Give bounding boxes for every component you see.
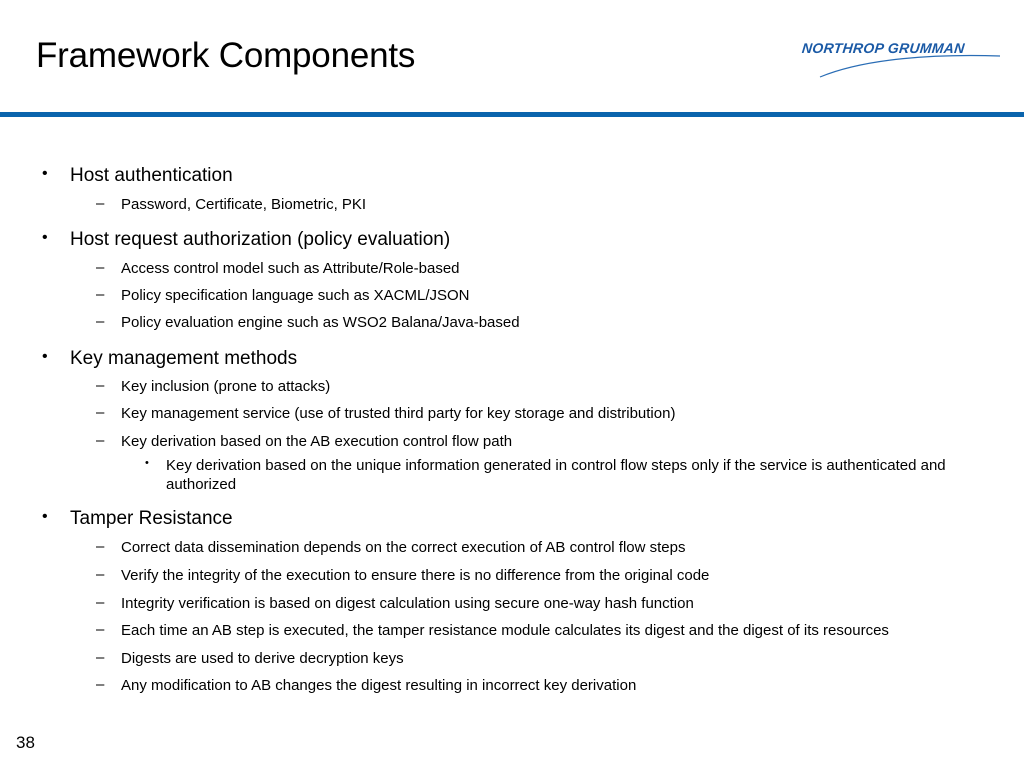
sub-bullet-item: Access control model such as Attribute/Role-based <box>121 260 460 277</box>
bullet-item: Tamper Resistance <box>70 508 233 529</box>
bullet-icon: • <box>42 508 48 525</box>
dash-icon: – <box>96 377 105 394</box>
bullet-item: Host request authorization (policy evaluation) <box>70 229 451 250</box>
bullet-icon: • <box>42 165 48 182</box>
bullet-item: Key management methods <box>70 348 298 369</box>
dash-icon: – <box>96 195 105 212</box>
slide-title: Framework Components <box>36 36 416 75</box>
sub-bullet-item: Verify the integrity of the execution to ensure there is no difference from the original code <box>121 567 710 584</box>
sub-bullet-item: Key management service (use of trusted third party for key storage and distribution) <box>121 405 676 422</box>
sub-bullet-item: Correct data dissemination depends on the correct execution of AB control flow steps <box>121 539 686 556</box>
dash-icon: – <box>96 538 105 555</box>
sub-sub-bullet-item: Key derivation based on the unique information generated in control flow steps only if the service is authenticated and authorized <box>166 457 946 493</box>
sub-bullet-item: Policy evaluation engine such as WSO2 Balana/Java-based <box>121 314 520 331</box>
dash-icon: – <box>96 313 105 330</box>
sub-bullet-item: Password, Certificate, Biometric, PKI <box>121 196 367 213</box>
bullet-item: Host authentication <box>70 165 233 186</box>
sub-bullet-item: Integrity verification is based on digest calculation using secure one-way hash function <box>121 595 694 612</box>
sub-bullet-item: Key derivation based on the AB execution control flow path <box>121 433 513 450</box>
dash-icon: – <box>96 594 105 611</box>
bullet-icon: • <box>42 229 48 246</box>
sub-bullet-item: Policy specification language such as XACML/JSON <box>121 287 470 304</box>
sub-bullet-item: Digests are used to derive decryption keys <box>121 650 404 667</box>
dash-icon: – <box>96 566 105 583</box>
dash-icon: – <box>96 286 105 303</box>
sub-bullet-item: Each time an AB step is executed, the tamper resistance module calculates its digest and the digest of its resources <box>121 622 889 639</box>
page-number: 38 <box>16 733 35 752</box>
logo-wordmark: NORTHROP GRUMMAN <box>801 40 966 56</box>
logo-swoosh-icon <box>796 36 1002 80</box>
sub-bullet-item: Key inclusion (prone to attacks) <box>121 378 331 395</box>
dash-icon: – <box>96 649 105 666</box>
bullet-icon: • <box>42 348 48 365</box>
dash-icon: – <box>96 259 105 276</box>
dash-icon: – <box>96 404 105 421</box>
northrop-grumman-logo <box>796 36 1002 80</box>
small-bullet-icon: • <box>145 457 149 469</box>
dash-icon: – <box>96 621 105 638</box>
header-rule <box>0 112 1024 117</box>
sub-bullet-item: Any modification to AB changes the digest resulting in incorrect key derivation <box>121 677 637 694</box>
dash-icon: – <box>96 432 105 449</box>
dash-icon: – <box>96 676 105 693</box>
